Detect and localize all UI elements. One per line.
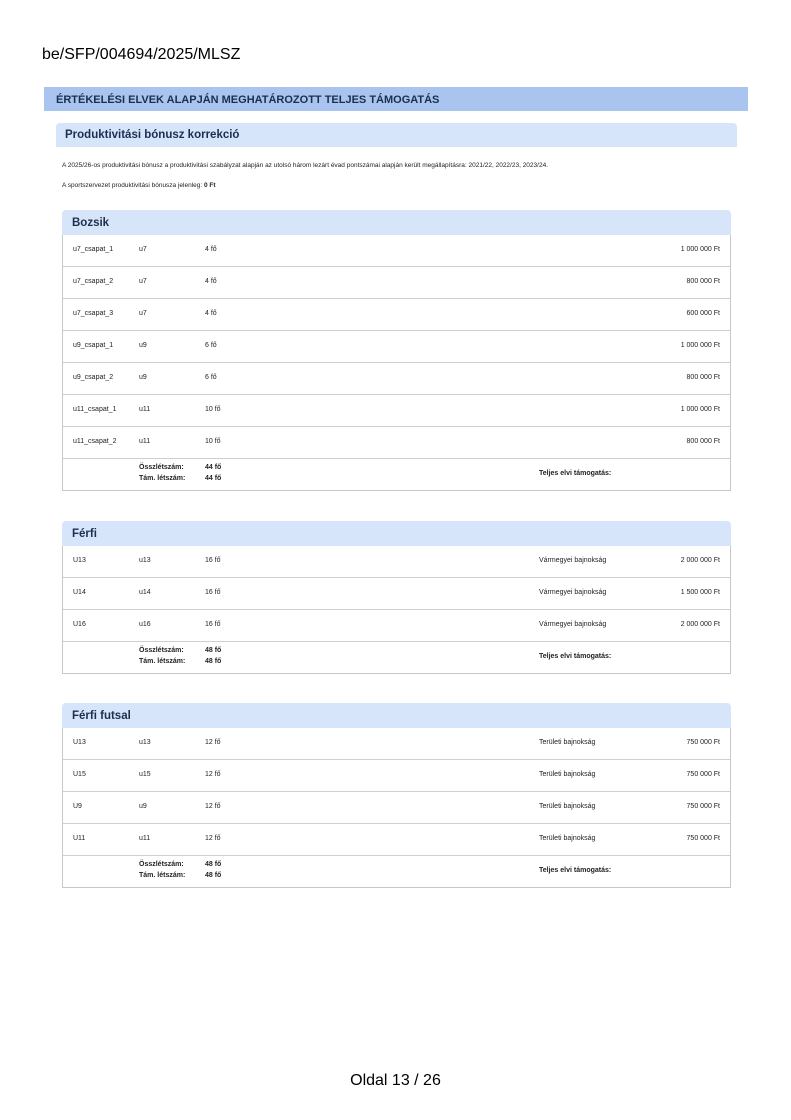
support-amount: 750 000 Ft [686, 835, 720, 842]
player-count: 16 fő [205, 557, 221, 564]
summary-row [63, 855, 730, 887]
total-count-label: Összlétszám: [139, 861, 184, 868]
support-amount: 800 000 Ft [686, 438, 720, 445]
player-count: 6 fő [205, 342, 217, 349]
table-row [63, 394, 730, 426]
section-bozsik [62, 210, 731, 491]
player-count: 10 fő [205, 406, 221, 413]
team-name: u9_csapat_2 [73, 374, 114, 381]
age-group: u13 [139, 557, 151, 564]
age-group: u9 [139, 342, 147, 349]
support-amount: 1 500 000 Ft [680, 589, 720, 596]
age-group: u7 [139, 278, 147, 285]
table-row [63, 759, 730, 791]
table-row [63, 235, 730, 266]
team-name: U13 [73, 557, 86, 564]
bonus-status-text: A sportszervezet produktivitási bónusza jelenleg: [62, 182, 204, 189]
championship: Területi bajnokság [539, 835, 596, 842]
team-name: u7_csapat_3 [73, 310, 114, 317]
team-name: u11_csapat_1 [73, 406, 117, 413]
supported-count-value: 48 fő [205, 658, 222, 665]
championship: Vármegyei bajnokság [539, 557, 607, 564]
age-group: u11 [139, 406, 151, 413]
supported-count-label: Tám. létszám: [139, 475, 186, 482]
bonus-description: A 2025/26-os produktivitási bónusz a produktivitási szabályzat alapján az utolsó három lezárt évad pontszámai alapján került megállapításra: 2021/22, 2022/23, 2023/24. [62, 162, 548, 169]
supported-count-value: 44 fő [205, 475, 222, 482]
section-title: Férfi [62, 521, 731, 546]
championship: Vármegyei bajnokság [539, 589, 607, 596]
championship: Területi bajnokság [539, 771, 596, 778]
team-name: U9 [73, 803, 82, 810]
age-group: u11 [139, 835, 151, 842]
section-table [62, 235, 731, 491]
player-count: 4 fő [205, 310, 217, 317]
team-name: u9_csapat_1 [73, 342, 114, 349]
table-row [63, 426, 730, 458]
player-count: 10 fő [205, 438, 221, 445]
total-count-label: Összlétszám: [139, 647, 184, 654]
age-group: u15 [139, 771, 151, 778]
age-group: u7 [139, 310, 147, 317]
summary-row [63, 641, 730, 673]
support-amount: 750 000 Ft [686, 771, 720, 778]
section-title: Bozsik [62, 210, 731, 235]
team-name: U16 [73, 621, 86, 628]
table-row [63, 823, 730, 855]
section-table [62, 728, 731, 888]
table-row [63, 266, 730, 298]
support-amount: 1 000 000 Ft [680, 406, 720, 413]
table-row [63, 728, 730, 759]
total-count-value: 44 fő [205, 464, 222, 471]
table-row [63, 362, 730, 394]
total-count-value: 48 fő [205, 647, 222, 654]
support-amount: 800 000 Ft [686, 278, 720, 285]
team-name: U13 [73, 739, 86, 746]
total-count-label: Összlétszám: [139, 464, 184, 471]
player-count: 16 fő [205, 621, 221, 628]
age-group: u14 [139, 589, 151, 596]
player-count: 12 fő [205, 739, 221, 746]
section-ferfi [62, 521, 731, 674]
age-group: u13 [139, 739, 151, 746]
subsection-header: Produktivitási bónusz korrekció [56, 123, 737, 147]
player-count: 12 fő [205, 771, 221, 778]
championship: Vármegyei bajnokság [539, 621, 607, 628]
support-amount: 750 000 Ft [686, 739, 720, 746]
table-row [63, 298, 730, 330]
championship: Területi bajnokság [539, 739, 596, 746]
player-count: 16 fő [205, 589, 221, 596]
championship: Területi bajnokság [539, 803, 596, 810]
support-amount: 1 000 000 Ft [680, 246, 720, 253]
section-ferfi-futsal [62, 703, 731, 888]
player-count: 4 fő [205, 246, 217, 253]
team-name: U14 [73, 589, 86, 596]
total-support-label: Teljes elvi támogatás: [539, 470, 612, 477]
table-row [63, 546, 730, 577]
page-footer: Oldal 13 / 26 [350, 1072, 441, 1089]
age-group: u9 [139, 803, 147, 810]
age-group: u9 [139, 374, 147, 381]
age-group: u11 [139, 438, 151, 445]
document-id: be/SFP/004694/2025/MLSZ [42, 46, 241, 63]
team-name: u7_csapat_2 [73, 278, 114, 285]
total-support-label: Teljes elvi támogatás: [539, 867, 612, 874]
player-count: 12 fő [205, 803, 221, 810]
table-row [63, 609, 730, 641]
main-section-header: ÉRTÉKELÉSI ELVEK ALAPJÁN MEGHATÁROZOTT TELJES TÁMOGATÁS [44, 87, 748, 111]
support-amount: 800 000 Ft [686, 374, 720, 381]
support-amount: 2 000 000 Ft [680, 557, 720, 564]
team-name: U11 [73, 835, 86, 842]
bonus-value: 0 Ft [204, 182, 216, 189]
support-amount: 600 000 Ft [686, 310, 720, 317]
team-name: u11_csapat_2 [73, 438, 117, 445]
summary-row [63, 458, 730, 490]
table-row [63, 330, 730, 362]
table-row [63, 791, 730, 823]
supported-count-label: Tám. létszám: [139, 872, 186, 879]
age-group: u7 [139, 246, 147, 253]
section-title: Férfi futsal [62, 703, 731, 728]
support-amount: 2 000 000 Ft [680, 621, 720, 628]
player-count: 6 fő [205, 374, 217, 381]
table-row [63, 577, 730, 609]
section-table [62, 546, 731, 674]
total-support-label: Teljes elvi támogatás: [539, 653, 612, 660]
player-count: 12 fő [205, 835, 221, 842]
age-group: u16 [139, 621, 151, 628]
player-count: 4 fő [205, 278, 217, 285]
team-name: U15 [73, 771, 86, 778]
team-name: u7_csapat_1 [73, 246, 114, 253]
total-count-value: 48 fő [205, 861, 222, 868]
support-amount: 750 000 Ft [686, 803, 720, 810]
supported-count-label: Tám. létszám: [139, 658, 186, 665]
supported-count-value: 48 fő [205, 872, 222, 879]
bonus-status [62, 182, 216, 189]
support-amount: 1 000 000 Ft [680, 342, 720, 349]
